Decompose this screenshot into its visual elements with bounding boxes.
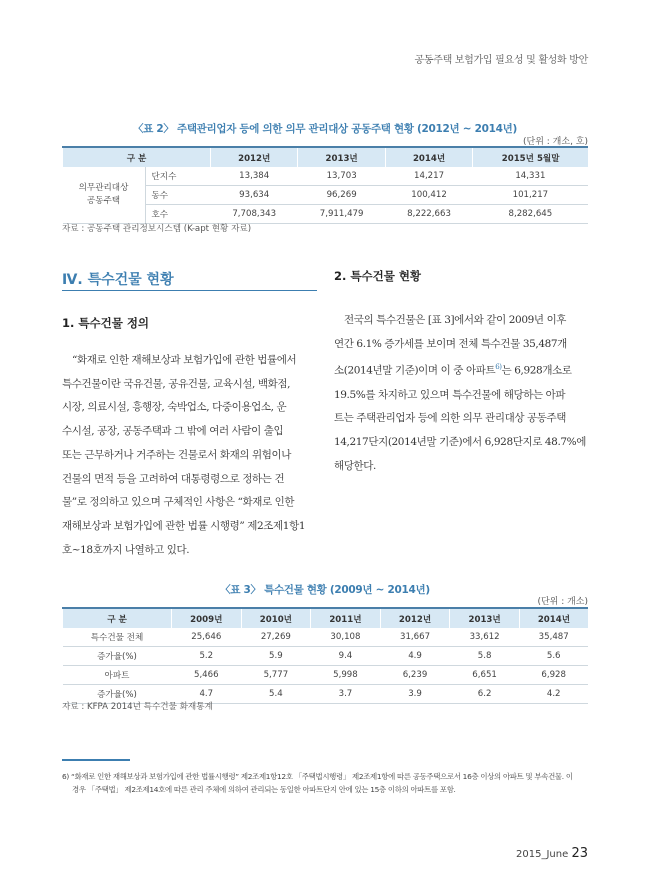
table-cell: 3.7 — [311, 685, 381, 704]
table2 — [62, 146, 588, 224]
table-cell: 5.6 — [519, 647, 588, 666]
table-cell: 5,777 — [241, 666, 311, 685]
text-line: “화재로 인한 재해보상과 보험가입에 관한 법률에서 — [72, 354, 297, 366]
table-cell: 8,282,645 — [473, 205, 588, 224]
table-cell: 4.7 — [172, 685, 242, 704]
table3-row-label: 증가율(%) — [63, 647, 172, 666]
table3-header-col: 2009년 — [172, 608, 242, 628]
table-cell: 101,217 — [473, 186, 588, 205]
section-divider — [62, 290, 317, 291]
left-body-text — [62, 349, 318, 562]
table2-header-col: 2013년 — [298, 147, 385, 167]
table-cell: 13,384 — [211, 167, 298, 186]
table2-group-label — [63, 167, 146, 224]
table-cell: 25,646 — [172, 628, 242, 647]
text-line: 건물의 면적 등을 고려하여 대통령령으로 정하는 건 — [62, 472, 285, 485]
table3-caption: 〈표 3〉 특수건물 현황 (2009년 ~ 2014년) — [220, 584, 430, 596]
table3-header-col: 2014년 — [519, 608, 588, 628]
table3 — [62, 607, 588, 704]
text-line: 호~18호까지 나열하고 있다. — [62, 543, 190, 556]
table3-unit: (단위 : 개소) — [537, 597, 588, 607]
table2-row-label: 단지수 — [145, 167, 211, 186]
table-cell: 5.2 — [172, 647, 242, 666]
table-cell: 30,108 — [311, 628, 381, 647]
text-line: 물”로 정의하고 있으며 구체적인 사항은 “화재로 인한 — [62, 496, 295, 509]
table2-header-col: 2015년 5월말 — [473, 147, 588, 167]
text-line: 시장, 의료시설, 흥행장, 숙박업소, 다중이용업소, 운 — [62, 401, 287, 414]
table-cell: 13,703 — [298, 167, 385, 186]
table-row — [63, 647, 589, 666]
table3-row-label: 증가율(%) — [63, 685, 172, 704]
table2-group-label-line1: 의무관리대상 — [78, 183, 129, 193]
running-header: 공동주택 보험가입 필요성 및 활성화 방안 — [414, 55, 588, 66]
footnote-ref[interactable]: 6) — [495, 363, 502, 372]
table-cell: 35,487 — [519, 628, 588, 647]
table-cell: 5.8 — [450, 647, 520, 666]
text-line — [334, 356, 590, 383]
table2-source: 자료 : 공동주택 관리정보시스템 (K-apt 현황 자료) — [62, 224, 252, 234]
table-cell: 96,269 — [298, 186, 385, 205]
table3-header-col: 2012년 — [380, 608, 450, 628]
table3-header-col: 2010년 — [241, 608, 311, 628]
table-cell: 5,466 — [172, 666, 242, 685]
footnote-line: 6) “화재로 인한 재해보상과 보험가입에 관한 법률시행령” 제2조제1항12호 「주택법시행령」 제2조제1항에 따른 공동주택으로서 16층 이상의 아파트 및 부속건물. 이 — [62, 772, 573, 781]
table2-header-category: 구 분 — [63, 147, 211, 167]
table-cell: 5.4 — [241, 685, 311, 704]
text-fragment: 는 6,928개소로 — [501, 364, 572, 377]
table-cell: 6,651 — [450, 666, 520, 685]
issue-label: 2015_June — [516, 849, 569, 860]
table-cell: 4.2 — [519, 685, 588, 704]
table-cell: 6.2 — [450, 685, 520, 704]
table-row — [63, 628, 589, 647]
table-cell: 33,612 — [450, 628, 520, 647]
text-line: 14,217단지(2014년말 기준)에서 6,928단지로 48.7%에 — [334, 436, 586, 449]
table3-source: 자료 : KFPA 2014년 특수건물 화재통계 — [62, 702, 213, 712]
text-line: 특수건물이란 국유건물, 공유건물, 교육시설, 백화점, — [62, 377, 291, 390]
table2-header-col: 2012년 — [211, 147, 298, 167]
table-cell: 14,331 — [473, 167, 588, 186]
table3-header-col: 2011년 — [311, 608, 381, 628]
text-line: 연간 6.1% 증가세를 보이며 전체 특수건물 35,487개 — [334, 337, 567, 350]
table-cell: 27,269 — [241, 628, 311, 647]
table2-group-label-line2: 공동주택 — [86, 196, 121, 206]
table3-row-label: 아파트 — [63, 666, 172, 685]
table2-row-label: 호수 — [145, 205, 211, 224]
text-line: 19.5%를 차지하고 있으며 특수건물에 해당하는 아파 — [334, 388, 566, 401]
table-cell: 3.9 — [380, 685, 450, 704]
table-cell: 14,217 — [385, 167, 472, 186]
table-cell: 100,412 — [385, 186, 472, 205]
table-cell: 5.9 — [241, 647, 311, 666]
footnote — [62, 770, 592, 796]
footnote-divider — [62, 759, 130, 761]
table-cell: 6,239 — [380, 666, 450, 685]
footnote-line: 경우 「주택법」 제2조제14호에 따른 관리 주체에 의하여 관리되는 동일한 아파트단지 안에 있는 15층 이하의 아파트를 포함. — [72, 785, 456, 794]
table-cell: 5,998 — [311, 666, 381, 685]
text-line: 또는 근무하거나 거주하는 건물로서 화재의 위험이나 — [62, 448, 292, 461]
page-number: 23 — [571, 846, 588, 861]
table-cell: 9.4 — [311, 647, 381, 666]
table-row — [63, 666, 589, 685]
text-line: 전국의 특수건물은 [표 3]에서와 같이 2009년 이후 — [344, 314, 567, 326]
table3-row-label: 특수건물 전체 — [63, 628, 172, 647]
table2-caption: 〈표 2〉 주택관리업자 등에 의한 의무 관리대상 공동주택 현황 (2012년 ~ 2014년) — [133, 123, 517, 135]
table2-header-row — [63, 147, 589, 167]
table3-header-col: 2013년 — [450, 608, 520, 628]
text-fragment: 소(2014년말 기준)이며 이 중 아파트 — [334, 364, 496, 377]
right-body-text — [334, 309, 590, 478]
text-line: 재해보상과 보험가입에 관한 법률 시행령” 제2조제1항1 — [62, 519, 306, 532]
left-subheading: 1. 특수건물 정의 — [62, 316, 150, 330]
text-line: 해당한다. — [334, 459, 376, 472]
table-cell: 7,708,343 — [211, 205, 298, 224]
table-cell: 4.9 — [380, 647, 450, 666]
table-cell: 8,222,663 — [385, 205, 472, 224]
section-heading: Ⅳ. 특수건물 현황 — [62, 272, 174, 288]
table2-unit: (단위 : 개소, 호) — [523, 137, 588, 147]
table2-header-col: 2014년 — [385, 147, 472, 167]
table3-header-category: 구 분 — [63, 608, 172, 628]
page-footer — [516, 846, 588, 861]
table-cell: 31,667 — [380, 628, 450, 647]
right-subheading: 2. 특수건물 현황 — [334, 269, 422, 283]
text-line: 트는 주택관리업자 등에 의한 의무 관리대상 공동주택 — [334, 412, 566, 425]
table-row — [63, 167, 589, 186]
text-line: 수시설, 공장, 공동주택과 그 밖에 여러 사람이 출입 — [62, 425, 284, 438]
table-cell: 93,634 — [211, 186, 298, 205]
table3-header-row — [63, 608, 589, 628]
table-cell: 6,928 — [519, 666, 588, 685]
table2-row-label: 동수 — [145, 186, 211, 205]
table-cell: 7,911,479 — [298, 205, 385, 224]
